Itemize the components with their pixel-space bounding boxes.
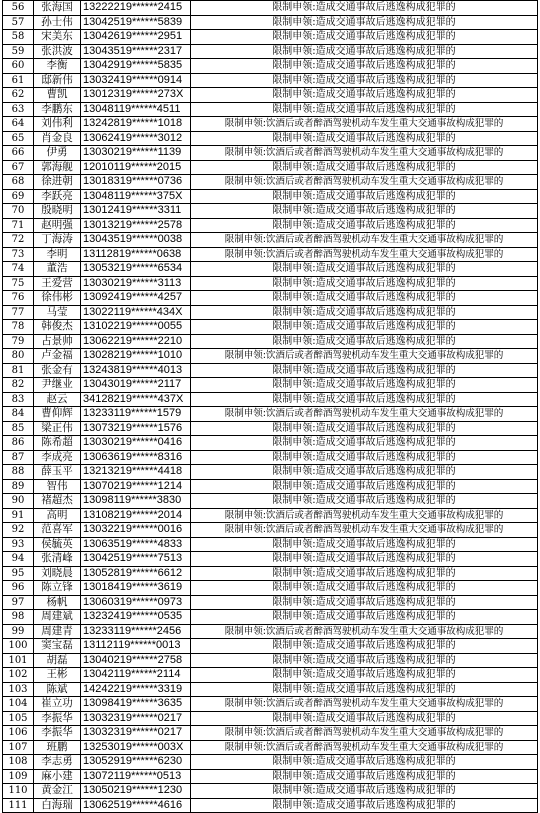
id-number-cell: 13028219******1010 [81,349,191,364]
person-name-cell: 崔立功 [34,697,81,712]
row-number-cell: 59 [3,44,34,59]
table-row [3,233,538,248]
row-number-cell: 79 [3,334,34,349]
row-number-cell: 78 [3,320,34,335]
restriction-reason-cell: 限制申领:饮酒后或者醉酒驾驶机动车发生重大交通事故构成犯罪的 [191,247,538,262]
row-number-cell: 109 [3,769,34,784]
person-name-cell: 王爱营 [34,276,81,291]
row-number-cell: 101 [3,653,34,668]
table-row [3,305,538,320]
person-name-cell: 李成亮 [34,450,81,465]
table-row [3,247,538,262]
table-row [3,204,538,219]
person-name-cell: 卢金福 [34,349,81,364]
id-number-cell: 13043519******2317 [81,44,191,59]
restriction-reason-cell: 限制申领:饮酒后或者醉酒驾驶机动车发生重大交通事故构成犯罪的 [191,740,538,755]
person-name-cell: 陈斌 [34,682,81,697]
table-row [3,465,538,480]
table-row [3,392,538,407]
person-name-cell: 李振华 [34,726,81,741]
person-name-cell: 张清峰 [34,552,81,567]
table-row [3,769,538,784]
row-number-cell: 111 [3,798,34,813]
table-row [3,581,538,596]
row-number-cell: 92 [3,523,34,538]
id-number-cell: 13060319******0973 [81,595,191,610]
restriction-reason-cell: 限制申领:造成交通事故后逃逸构成犯罪的 [191,682,538,697]
table-row [3,88,538,103]
restriction-reason-cell: 限制申领:饮酒后或者醉酒驾驶机动车发生重大交通事故构成犯罪的 [191,407,538,422]
restriction-reason-cell: 限制申领:饮酒后或者醉酒驾驶机动车发生重大交通事故构成犯罪的 [191,624,538,639]
row-number-cell: 91 [3,508,34,523]
table-row [3,218,538,233]
row-number-cell: 73 [3,247,34,262]
id-number-cell: 13050219******1230 [81,784,191,799]
table-row [3,146,538,161]
restriction-reason-cell: 限制申领:造成交通事故后逃逸构成犯罪的 [191,798,538,813]
table-row [3,784,538,799]
table-row [3,73,538,88]
id-number-cell: 13233119******2456 [81,624,191,639]
table-row [3,30,538,45]
table-row [3,59,538,74]
restriction-reason-cell: 限制申领:造成交通事故后逃逸构成犯罪的 [191,378,538,393]
restriction-reason-cell: 限制申领:饮酒后或者醉酒驾驶机动车发生重大交通事故构成犯罪的 [191,175,538,190]
restriction-reason-cell: 限制申领:造成交通事故后逃逸构成犯罪的 [191,305,538,320]
row-number-cell: 71 [3,218,34,233]
id-number-cell: 13062519******4616 [81,798,191,813]
person-name-cell: 薛玉平 [34,465,81,480]
row-number-cell: 93 [3,537,34,552]
row-number-cell: 98 [3,610,34,625]
row-number-cell: 69 [3,189,34,204]
table-row [3,523,538,538]
person-name-cell: 曹仰辉 [34,407,81,422]
id-number-cell: 13042919******5835 [81,59,191,74]
table-row [3,320,538,335]
row-number-cell: 110 [3,784,34,799]
restriction-reason-cell: 限制申领:造成交通事故后逃逸构成犯罪的 [191,769,538,784]
id-number-cell: 13030219******0416 [81,436,191,451]
restriction-reason-cell: 限制申领:造成交通事故后逃逸构成犯罪的 [191,450,538,465]
restriction-reason-cell: 限制申领:造成交通事故后逃逸构成犯罪的 [191,276,538,291]
table-body [3,1,538,813]
restriction-reason-cell: 限制申领:造成交通事故后逃逸构成犯罪的 [191,494,538,509]
id-number-cell: 14242219******3319 [81,682,191,697]
id-number-cell: 13032419******0914 [81,73,191,88]
restriction-reason-cell: 限制申领:造成交通事故后逃逸构成犯罪的 [191,537,538,552]
id-number-cell: 13048119******375X [81,189,191,204]
table-row [3,755,538,770]
table-row [3,508,538,523]
table-row [3,421,538,436]
row-number-cell: 107 [3,740,34,755]
id-number-cell: 13032319******0217 [81,711,191,726]
id-number-cell: 13092419******4257 [81,291,191,306]
row-number-cell: 76 [3,291,34,306]
id-number-cell: 13040219******2758 [81,653,191,668]
table-row [3,160,538,175]
person-name-cell: 周建斌 [34,610,81,625]
row-number-cell: 70 [3,204,34,219]
restriction-reason-cell: 限制申领:造成交通事故后逃逸构成犯罪的 [191,59,538,74]
person-name-cell: 张海国 [34,1,81,16]
row-number-cell: 72 [3,233,34,248]
restriction-reason-cell: 限制申领:造成交通事故后逃逸构成犯罪的 [191,73,538,88]
person-name-cell: 麻小建 [34,769,81,784]
restriction-reason-cell: 限制申领:造成交通事故后逃逸构成犯罪的 [191,320,538,335]
row-number-cell: 65 [3,131,34,146]
id-number-cell: 13222219******2415 [81,1,191,16]
person-name-cell: 邸新伟 [34,73,81,88]
id-number-cell: 13063619******8316 [81,450,191,465]
row-number-cell: 56 [3,1,34,16]
row-number-cell: 99 [3,624,34,639]
id-number-cell: 13233119******1579 [81,407,191,422]
restriction-reason-cell: 限制申领:造成交通事故后逃逸构成犯罪的 [191,44,538,59]
id-number-cell: 13022119******434X [81,305,191,320]
row-number-cell: 104 [3,697,34,712]
table-row [3,334,538,349]
table-row [3,494,538,509]
restriction-reason-cell: 限制申领:造成交通事故后逃逸构成犯罪的 [191,189,538,204]
person-name-cell: 杨帆 [34,595,81,610]
id-number-cell: 13013219******2578 [81,218,191,233]
table-row [3,175,538,190]
id-number-cell: 13072119******0513 [81,769,191,784]
restriction-reason-cell: 限制申领:造成交通事故后逃逸构成犯罪的 [191,639,538,654]
table-row [3,668,538,683]
id-number-cell: 13012419******3311 [81,204,191,219]
person-name-cell: 智伟 [34,479,81,494]
person-name-cell: 郭海舰 [34,160,81,175]
restriction-reason-cell: 限制申领:造成交通事故后逃逸构成犯罪的 [191,552,538,567]
row-number-cell: 89 [3,479,34,494]
person-name-cell: 王彬 [34,668,81,683]
row-number-cell: 84 [3,407,34,422]
row-number-cell: 95 [3,566,34,581]
row-number-cell: 90 [3,494,34,509]
id-number-cell: 13108219******2014 [81,508,191,523]
restriction-reason-cell: 限制申领:造成交通事故后逃逸构成犯罪的 [191,291,538,306]
person-name-cell: 窦宝磊 [34,639,81,654]
table-row [3,131,538,146]
person-name-cell: 李明 [34,247,81,262]
id-number-cell: 13112819******0638 [81,247,191,262]
id-number-cell: 13102219******0055 [81,320,191,335]
row-number-cell: 103 [3,682,34,697]
id-number-cell: 13032319******0217 [81,726,191,741]
restriction-reason-cell: 限制申领:造成交通事故后逃逸构成犯罪的 [191,15,538,30]
row-number-cell: 94 [3,552,34,567]
restriction-reason-cell: 限制申领:造成交通事故后逃逸构成犯罪的 [191,1,538,16]
restriction-reason-cell: 限制申领:造成交通事故后逃逸构成犯罪的 [191,668,538,683]
id-number-cell: 13048119******4511 [81,102,191,117]
restriction-reason-cell: 限制申领:造成交通事故后逃逸构成犯罪的 [191,755,538,770]
id-number-cell: 13012319******273X [81,88,191,103]
person-name-cell: 肖金良 [34,131,81,146]
table-row [3,102,538,117]
person-name-cell: 陈立锋 [34,581,81,596]
table-row [3,624,538,639]
table-row [3,740,538,755]
row-number-cell: 87 [3,450,34,465]
row-number-cell: 60 [3,59,34,74]
restriction-reason-cell: 限制申领:饮酒后或者醉酒驾驶机动车发生重大交通事故构成犯罪的 [191,117,538,132]
person-name-cell: 占景帅 [34,334,81,349]
person-name-cell: 白海瑞 [34,798,81,813]
table-row [3,537,538,552]
person-name-cell: 曹凯 [34,88,81,103]
restriction-reason-cell: 限制申领:饮酒后或者醉酒驾驶机动车发生重大交通事故构成犯罪的 [191,697,538,712]
id-number-cell: 13098419******3635 [81,697,191,712]
table-row [3,15,538,30]
id-number-cell: 13042519******7513 [81,552,191,567]
table-row [3,44,538,59]
row-number-cell: 57 [3,15,34,30]
id-number-cell: 13242819******1018 [81,117,191,132]
row-number-cell: 108 [3,755,34,770]
person-name-cell: 胡磊 [34,653,81,668]
table-row [3,407,538,422]
table-row [3,291,538,306]
row-number-cell: 61 [3,73,34,88]
row-number-cell: 63 [3,102,34,117]
row-number-cell: 64 [3,117,34,132]
restriction-reason-cell: 限制申领:造成交通事故后逃逸构成犯罪的 [191,566,538,581]
person-name-cell: 刘伟利 [34,117,81,132]
person-name-cell: 周建青 [34,624,81,639]
id-number-cell: 13052919******6230 [81,755,191,770]
person-name-cell: 褚超杰 [34,494,81,509]
restriction-reason-cell: 限制申领:造成交通事故后逃逸构成犯罪的 [191,479,538,494]
person-name-cell: 宋美东 [34,30,81,45]
person-name-cell: 李振华 [34,711,81,726]
person-name-cell: 侯毓英 [34,537,81,552]
person-name-cell: 殷晓明 [34,204,81,219]
restriction-reason-cell: 限制申领:造成交通事故后逃逸构成犯罪的 [191,653,538,668]
person-name-cell: 孙士伟 [34,15,81,30]
restriction-reason-cell: 限制申领:造成交通事故后逃逸构成犯罪的 [191,204,538,219]
person-name-cell: 马莹 [34,305,81,320]
table-row [3,117,538,132]
row-number-cell: 106 [3,726,34,741]
id-number-cell: 13030219******3113 [81,276,191,291]
person-name-cell: 陈希超 [34,436,81,451]
person-name-cell: 张金有 [34,363,81,378]
person-name-cell: 班鹏 [34,740,81,755]
restriction-reason-cell: 限制申领:造成交通事故后逃逸构成犯罪的 [191,102,538,117]
table-row [3,1,538,16]
table-row [3,262,538,277]
person-name-cell: 韩俊杰 [34,320,81,335]
id-number-cell: 13063519******4833 [81,537,191,552]
row-number-cell: 86 [3,436,34,451]
id-number-cell: 13018319******0736 [81,175,191,190]
id-number-cell: 13053219******6534 [81,262,191,277]
id-number-cell: 13042619******2951 [81,30,191,45]
table-row [3,653,538,668]
restriction-reason-cell: 限制申领:造成交通事故后逃逸构成犯罪的 [191,711,538,726]
table-row [3,610,538,625]
table-row [3,711,538,726]
id-number-cell: 13112119******0013 [81,639,191,654]
restriction-reason-cell: 限制申领:造成交通事故后逃逸构成犯罪的 [191,160,538,175]
restriction-reason-cell: 限制申领:造成交通事故后逃逸构成犯罪的 [191,334,538,349]
table-row [3,450,538,465]
restriction-reason-cell: 限制申领:饮酒后或者醉酒驾驶机动车发生重大交通事故构成犯罪的 [191,233,538,248]
row-number-cell: 66 [3,146,34,161]
id-number-cell: 13073219******1576 [81,421,191,436]
person-name-cell: 李衡 [34,59,81,74]
person-name-cell: 李志勇 [34,755,81,770]
person-name-cell: 赵云 [34,392,81,407]
person-name-cell: 徐进朝 [34,175,81,190]
restriction-reason-cell: 限制申领:造成交通事故后逃逸构成犯罪的 [191,392,538,407]
restriction-reason-cell: 限制申领:饮酒后或者醉酒驾驶机动车发生重大交通事故构成犯罪的 [191,349,538,364]
table-row [3,479,538,494]
person-name-cell: 李鹏东 [34,102,81,117]
table-row [3,552,538,567]
id-number-cell: 13070219******1214 [81,479,191,494]
restriction-reason-cell: 限制申领:造成交通事故后逃逸构成犯罪的 [191,465,538,480]
person-name-cell: 梁正伟 [34,421,81,436]
restriction-reason-cell: 限制申领:饮酒后或者醉酒驾驶机动车发生重大交通事故构成犯罪的 [191,523,538,538]
table-row [3,378,538,393]
row-number-cell: 62 [3,88,34,103]
restriction-reason-cell: 限制申领:造成交通事故后逃逸构成犯罪的 [191,218,538,233]
person-name-cell: 张洪波 [34,44,81,59]
restriction-reason-cell: 限制申领:造成交通事故后逃逸构成犯罪的 [191,30,538,45]
table-row [3,436,538,451]
table-row [3,189,538,204]
person-name-cell: 丁海涛 [34,233,81,248]
restriction-reason-cell: 限制申领:造成交通事故后逃逸构成犯罪的 [191,131,538,146]
table-row [3,349,538,364]
restriction-reason-cell: 限制申领:造成交通事故后逃逸构成犯罪的 [191,784,538,799]
row-number-cell: 67 [3,160,34,175]
id-number-cell: 13043519******0038 [81,233,191,248]
restriction-reason-cell: 限制申领:造成交通事故后逃逸构成犯罪的 [191,595,538,610]
id-number-cell: 13052819******6612 [81,566,191,581]
row-number-cell: 102 [3,668,34,683]
id-number-cell: 13253019******003X [81,740,191,755]
restriction-list-table [2,0,538,813]
id-number-cell: 13032219******0016 [81,523,191,538]
id-number-cell: 13042119******2114 [81,668,191,683]
id-number-cell: 13232419******0535 [81,610,191,625]
person-name-cell: 刘晓晨 [34,566,81,581]
row-number-cell: 100 [3,639,34,654]
person-name-cell: 伊勇 [34,146,81,161]
id-number-cell: 34128219******437X [81,392,191,407]
row-number-cell: 83 [3,392,34,407]
row-number-cell: 105 [3,711,34,726]
restriction-reason-cell: 限制申领:造成交通事故后逃逸构成犯罪的 [191,363,538,378]
row-number-cell: 97 [3,595,34,610]
row-number-cell: 81 [3,363,34,378]
row-number-cell: 75 [3,276,34,291]
id-number-cell: 13043019******2117 [81,378,191,393]
row-number-cell: 80 [3,349,34,364]
id-number-cell: 13018419******3619 [81,581,191,596]
table-row [3,682,538,697]
row-number-cell: 74 [3,262,34,277]
table-row [3,697,538,712]
restriction-reason-cell: 限制申领:饮酒后或者醉酒驾驶机动车发生重大交通事故构成犯罪的 [191,726,538,741]
id-number-cell: 13062419******3012 [81,131,191,146]
table-row [3,726,538,741]
person-name-cell: 李跃亮 [34,189,81,204]
row-number-cell: 82 [3,378,34,393]
id-number-cell: 13042519******5839 [81,15,191,30]
row-number-cell: 96 [3,581,34,596]
row-number-cell: 68 [3,175,34,190]
table-row [3,595,538,610]
row-number-cell: 58 [3,30,34,45]
restriction-reason-cell: 限制申领:造成交通事故后逃逸构成犯罪的 [191,610,538,625]
table-row [3,798,538,813]
restriction-reason-cell: 限制申领:造成交通事故后逃逸构成犯罪的 [191,262,538,277]
person-name-cell: 高明 [34,508,81,523]
id-number-cell: 13098119******3830 [81,494,191,509]
table-row [3,363,538,378]
restriction-reason-cell: 限制申领:造成交通事故后逃逸构成犯罪的 [191,436,538,451]
person-name-cell: 赵明强 [34,218,81,233]
id-number-cell: 12010119******2015 [81,160,191,175]
restriction-reason-cell: 限制申领:饮酒后或者醉酒驾驶机动车发生重大交通事故构成犯罪的 [191,146,538,161]
id-number-cell: 13243819******4013 [81,363,191,378]
id-number-cell: 13213219******4418 [81,465,191,480]
row-number-cell: 85 [3,421,34,436]
table-row [3,566,538,581]
id-number-cell: 13062219******2210 [81,334,191,349]
person-name-cell: 徐伟彬 [34,291,81,306]
row-number-cell: 88 [3,465,34,480]
restriction-reason-cell: 限制申领:造成交通事故后逃逸构成犯罪的 [191,581,538,596]
restriction-reason-cell: 限制申领:造成交通事故后逃逸构成犯罪的 [191,421,538,436]
person-name-cell: 黄金江 [34,784,81,799]
restriction-reason-cell: 限制申领:饮酒后或者醉酒驾驶机动车发生重大交通事故构成犯罪的 [191,508,538,523]
table-row [3,639,538,654]
person-name-cell: 范喜军 [34,523,81,538]
table-row [3,276,538,291]
row-number-cell: 77 [3,305,34,320]
person-name-cell: 尹继业 [34,378,81,393]
id-number-cell: 13030219******1139 [81,146,191,161]
restriction-reason-cell: 限制申领:造成交通事故后逃逸构成犯罪的 [191,88,538,103]
person-name-cell: 董浩 [34,262,81,277]
